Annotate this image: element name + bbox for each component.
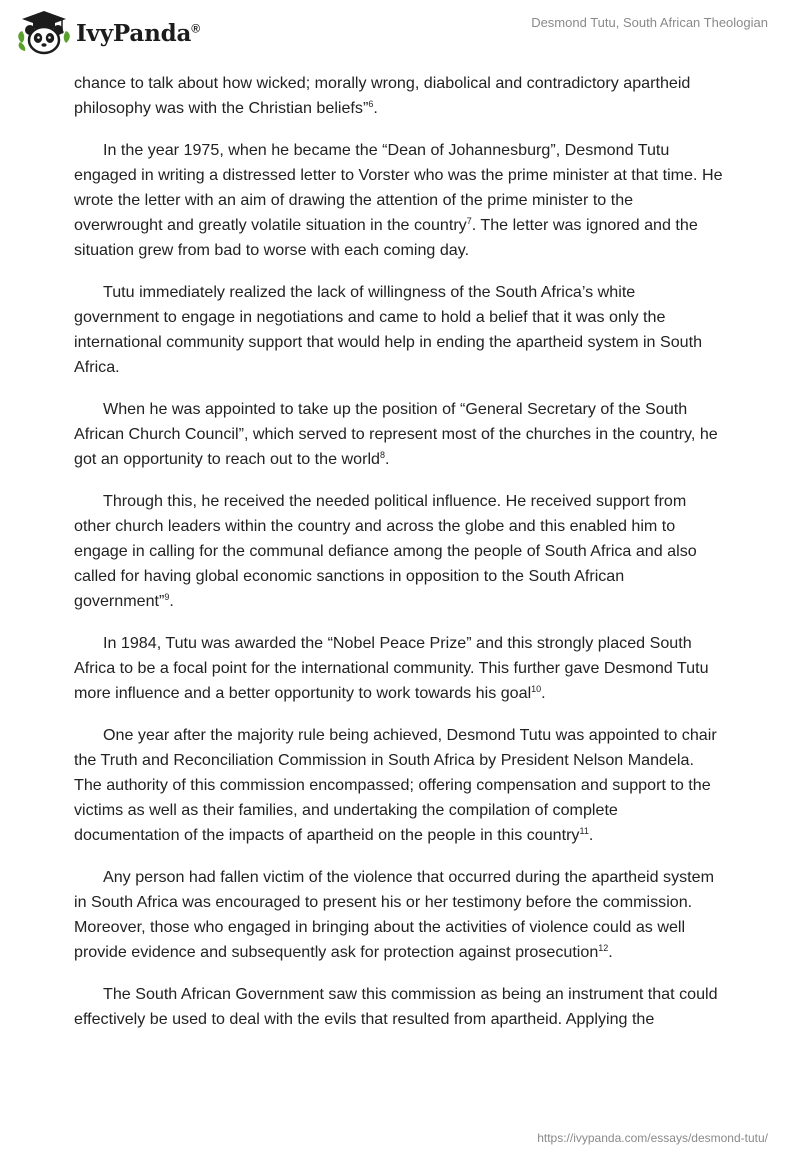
essay-body	[74, 71, 724, 1049]
source-url-link[interactable]: https://ivypanda.com/essays/desmond-tutu/	[537, 1131, 768, 1145]
document-title: Desmond Tutu, South African Theologian	[531, 15, 768, 30]
paragraph: The South African Government saw this commission as being an instrument that could effectively be used to deal with the evils that resulted from apartheid. Applying the	[74, 985, 718, 1028]
footnote-ref[interactable]: 6	[368, 99, 374, 109]
logo-wordmark: IvyPanda®	[76, 19, 200, 47]
paragraph: One year after the majority rule being achieved, Desmond Tutu was appointed to chair the Truth and Reconciliation Commission in South Africa by President Nelson Mandela. The authority of this commission encompassed; offering compensation and support to the victims as well as their families, and undertaking the compilation of complete documentation of the impacts of apartheid on the people in this country$^{11}$.	[74, 726, 717, 844]
footnote-ref[interactable]: 11	[579, 826, 589, 836]
footnote-ref[interactable]: 10	[531, 684, 542, 694]
paragraph: In 1984, Tutu was awarded the “Nobel Peace Prize” and this strongly placed South Africa to be a focal point for the international community. This further gave Desmond Tutu more influence and a better opportunity to work towards his goal$^{10}$.	[74, 634, 709, 702]
paragraph: Tutu immediately realized the lack of willingness of the South Africa’s white government to engage in negotiations and came to hold a belief that it was only the international community support that would help in ending the apartheid system in South Africa.	[74, 283, 703, 376]
footnote-ref[interactable]: 9	[164, 592, 170, 602]
page-header	[0, 0, 800, 64]
footnote-ref[interactable]: 8	[379, 450, 385, 460]
ivypanda-logo[interactable]	[16, 9, 200, 57]
panda-logo-icon	[16, 9, 72, 57]
footnote-ref[interactable]: 12	[598, 943, 609, 953]
paragraph: When he was appointed to take up the position of “General Secretary of the South African Church Council”, which served to represent most of the churches in the country, he got an opportunity to reach out to the world$^8$.	[74, 400, 718, 468]
paragraph: In the year 1975, when he became the “Dean of Johannesburg”, Desmond Tutu engaged in writing a distressed letter to Vorster who was the prime minister at that time. He wrote the letter with an aim of drawing the attention of the prime minister to the overwrought and greatly volatile situation in the country$^7$. The letter was ignored and the situation grew from bad to worse with each coming day.	[74, 141, 723, 259]
paragraph: chance to talk about how wicked; morally wrong, diabolical and contradictory apartheid philosophy was with the Christian beliefs”$^6$.	[74, 74, 691, 117]
paragraph: Any person had fallen victim of the violence that occurred during the apartheid system in South Africa was encouraged to present his or her testimony before the commission. Moreover, those who engaged in bringing about the activities of violence could as well provide evidence and subsequently ask for protection against prosecution$^{12}$.	[74, 868, 715, 961]
paragraph: Through this, he received the needed political influence. He received support from other church leaders within the country and across the globe and this enabled him to engage in calling for the communal defiance among the people of South Africa and also called for having global economic sanctions in opposition to the South African government”$^9$.	[74, 492, 697, 610]
footnote-ref[interactable]: 7	[466, 216, 472, 226]
